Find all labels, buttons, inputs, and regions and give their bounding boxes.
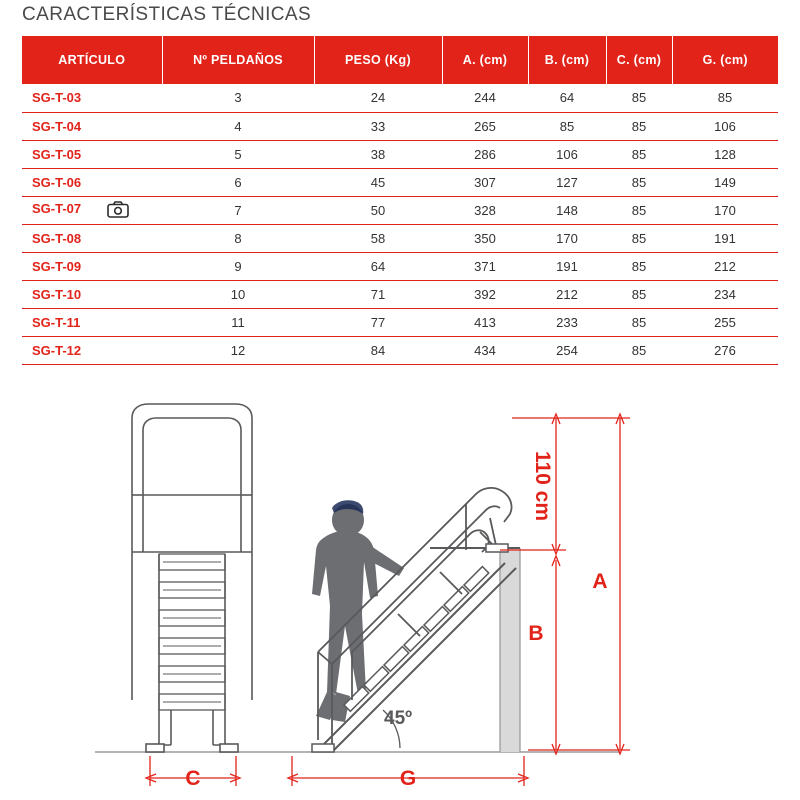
table-row: [22, 168, 778, 196]
cell-b: 170: [528, 224, 606, 252]
cell-c: 85: [606, 196, 672, 224]
cell-g: 170: [672, 196, 778, 224]
cell-b: 191: [528, 252, 606, 280]
cell-articulo: [22, 196, 162, 224]
cell-peldanos: 9: [162, 252, 314, 280]
dimension-g-label: G: [399, 767, 417, 790]
cell-c: 85: [606, 336, 672, 364]
cell-g: 85: [672, 84, 778, 112]
cell-peldanos: 3: [162, 84, 314, 112]
table-row: [22, 112, 778, 140]
cell-peso: 58: [314, 224, 442, 252]
cell-articulo: [22, 224, 162, 252]
articulo-label: SG-T-07: [32, 201, 82, 217]
cell-c: 85: [606, 112, 672, 140]
cell-a: 307: [442, 168, 528, 196]
cell-peldanos: 7: [162, 196, 314, 224]
cell-c: 85: [606, 140, 672, 168]
table-row: [22, 308, 778, 336]
table-header-row: [22, 36, 778, 84]
cell-articulo: [22, 308, 162, 336]
ladder-technical-drawing: [0, 400, 800, 800]
cell-b: 64: [528, 84, 606, 112]
dimension-a-label: A: [592, 570, 608, 593]
cell-a: 413: [442, 308, 528, 336]
cell-b: 254: [528, 336, 606, 364]
cell-articulo: [22, 252, 162, 280]
cell-articulo: [22, 84, 162, 112]
cell-peldanos: 11: [162, 308, 314, 336]
cell-c: 85: [606, 252, 672, 280]
column-header-peso: PESO (Kg): [314, 36, 442, 84]
cell-peso: 45: [314, 168, 442, 196]
cell-articulo: [22, 336, 162, 364]
cell-b: 148: [528, 196, 606, 224]
cell-peso: 84: [314, 336, 442, 364]
cell-b: 212: [528, 280, 606, 308]
cell-c: 85: [606, 84, 672, 112]
cell-peldanos: 6: [162, 168, 314, 196]
cell-c: 85: [606, 308, 672, 336]
column-header-g: G. (cm): [672, 36, 778, 84]
cell-articulo: [22, 168, 162, 196]
articulo-label: SG-T-12: [32, 342, 82, 358]
cell-peldanos: 10: [162, 280, 314, 308]
cell-a: 328: [442, 196, 528, 224]
table-header: [22, 36, 778, 84]
cell-c: 85: [606, 168, 672, 196]
cell-b: 127: [528, 168, 606, 196]
cell-g: 128: [672, 140, 778, 168]
cell-b: 85: [528, 112, 606, 140]
cell-peso: 50: [314, 196, 442, 224]
cell-a: 265: [442, 112, 528, 140]
cell-g: 212: [672, 252, 778, 280]
cell-peso: 24: [314, 84, 442, 112]
cell-g: 234: [672, 280, 778, 308]
cell-a: 392: [442, 280, 528, 308]
camera-icon[interactable]: [107, 201, 129, 218]
cell-articulo: [22, 112, 162, 140]
cell-peso: 64: [314, 252, 442, 280]
dimension-b-label: B: [528, 622, 544, 645]
cell-b: 106: [528, 140, 606, 168]
articulo-label: SG-T-11: [32, 314, 81, 330]
column-header-b: B. (cm): [528, 36, 606, 84]
table-row: [22, 84, 778, 112]
cell-g: 191: [672, 224, 778, 252]
dimension-110cm-label: 110 cm: [531, 450, 554, 522]
cell-peldanos: 5: [162, 140, 314, 168]
cell-c: 85: [606, 224, 672, 252]
cell-g: 276: [672, 336, 778, 364]
cell-g: 149: [672, 168, 778, 196]
articulo-label: SG-T-08: [32, 230, 82, 246]
table-row: [22, 280, 778, 308]
cell-peso: 77: [314, 308, 442, 336]
dimension-c-label: C: [185, 767, 201, 790]
table-row: [22, 140, 778, 168]
articulo-label: SG-T-06: [32, 174, 82, 190]
column-header-c: C. (cm): [606, 36, 672, 84]
cell-a: 434: [442, 336, 528, 364]
cell-articulo: [22, 280, 162, 308]
articulo-label: SG-T-10: [32, 286, 82, 302]
articulo-label: SG-T-03: [32, 90, 82, 106]
angle-label: 45º: [384, 708, 413, 729]
column-header-peldanos: Nº PELDAÑOS: [162, 36, 314, 84]
cell-peldanos: 4: [162, 112, 314, 140]
cell-g: 255: [672, 308, 778, 336]
cell-a: 286: [442, 140, 528, 168]
cell-articulo: [22, 140, 162, 168]
column-header-a: A. (cm): [442, 36, 528, 84]
cell-peldanos: 8: [162, 224, 314, 252]
table-row: [22, 196, 778, 224]
cell-peso: 38: [314, 140, 442, 168]
cell-a: 244: [442, 84, 528, 112]
cell-b: 233: [528, 308, 606, 336]
column-header-articulo: ARTÍCULO: [22, 36, 162, 84]
articulo-label: SG-T-04: [32, 118, 82, 134]
cell-peso: 33: [314, 112, 442, 140]
table-body: [22, 84, 778, 364]
articulo-label: SG-T-05: [32, 146, 82, 162]
page-title: CARACTERÍSTICAS TÉCNICAS: [22, 4, 312, 25]
cell-c: 85: [606, 280, 672, 308]
articulo-label: SG-T-09: [32, 258, 82, 274]
table-row: [22, 224, 778, 252]
cell-peldanos: 12: [162, 336, 314, 364]
technical-specifications-table: [22, 36, 778, 365]
table-row: [22, 336, 778, 364]
cell-a: 350: [442, 224, 528, 252]
cell-a: 371: [442, 252, 528, 280]
cell-peso: 71: [314, 280, 442, 308]
table-row: [22, 252, 778, 280]
cell-g: 106: [672, 112, 778, 140]
